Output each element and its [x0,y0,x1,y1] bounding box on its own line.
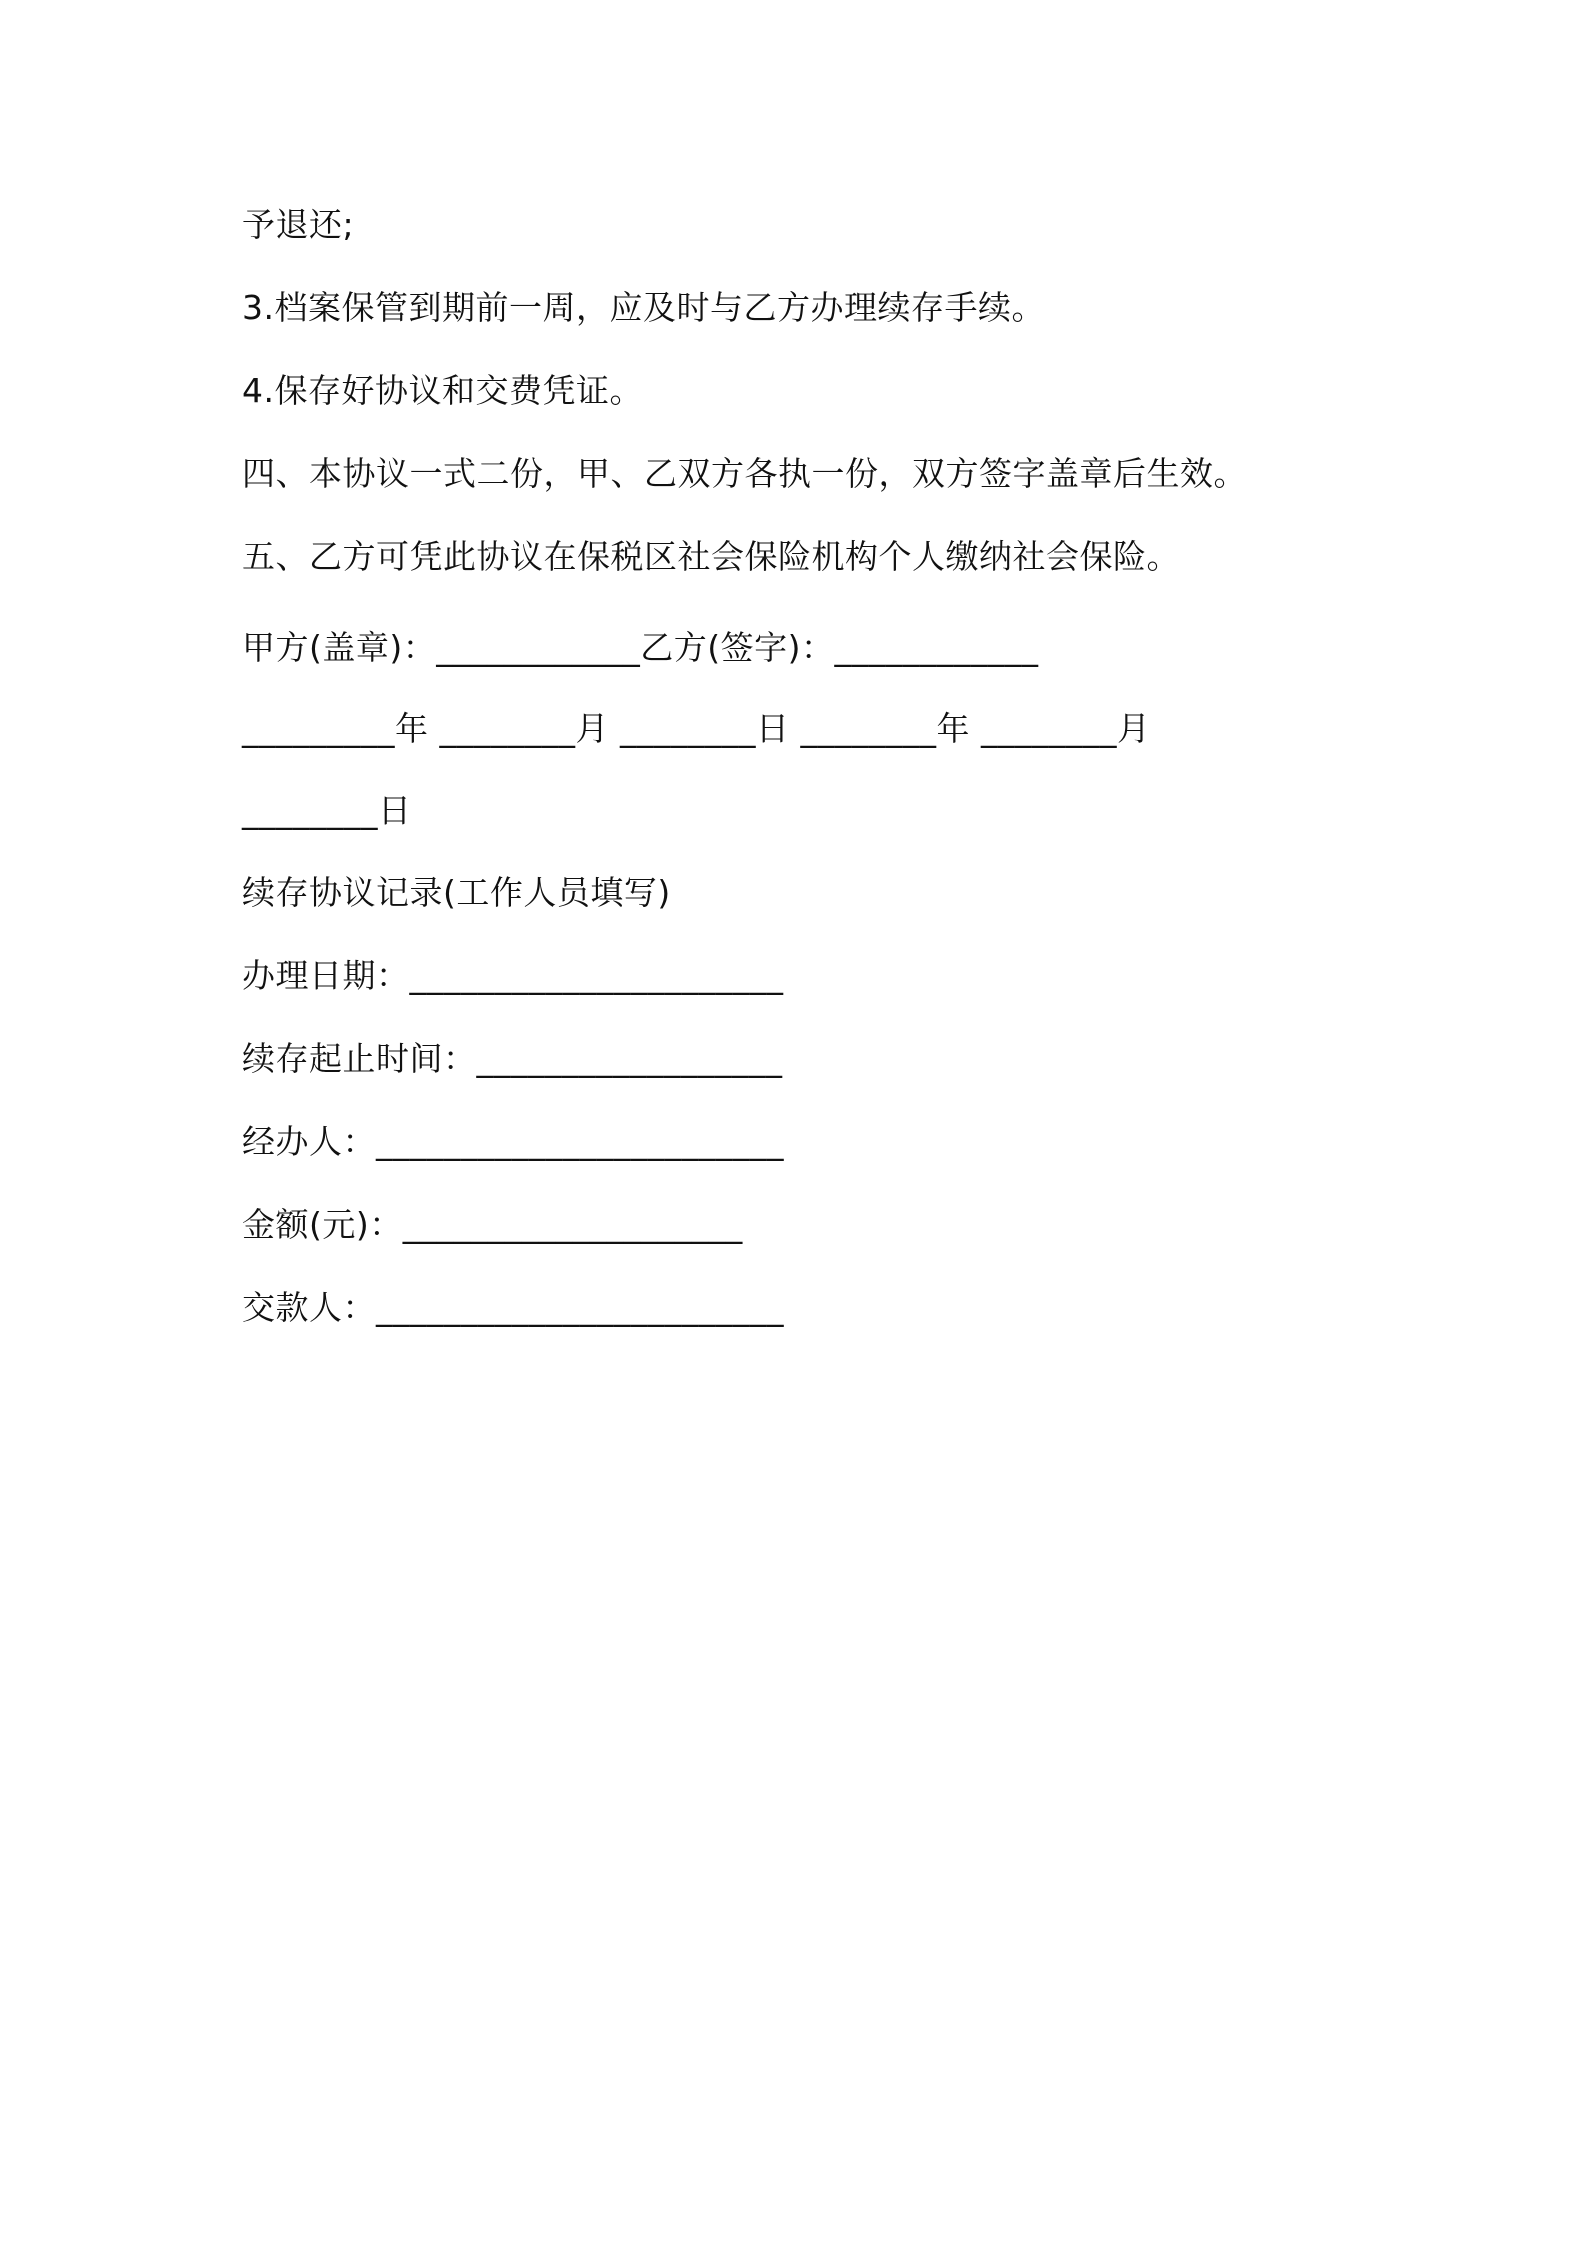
text-line-clause-4: 4.保存好协议和交费凭证。 [242,371,643,410]
text-line-section-four: 四、本协议一式二份，甲、乙双方各执一份，双方签字盖章后生效。 [242,454,1247,493]
field-amount: 金额(元)：____________________ [242,1205,743,1244]
signature-line: 甲方(盖章)：____________乙方(签字)：____________ [242,628,1039,667]
text-line-section-five: 五、乙方可凭此协议在保税区社会保险机构个人缴纳社会保险。 [242,537,1180,576]
text-line-refund: 予退还; [242,205,355,244]
field-payer: 交款人：________________________ [242,1288,784,1327]
field-handler: 经办人：________________________ [242,1122,784,1161]
text-line-clause-3: 3.档案保管到期前一周，应及时与乙方办理续存手续。 [242,288,1045,327]
field-processing-date: 办理日期：______________________ [242,956,784,995]
date-line: _________年 ________月 ________日 ________年 ________月 [242,709,1151,748]
renewal-record-heading: 续存协议记录(工作人员填写) [242,873,671,912]
field-renewal-period: 续存起止时间：__________________ [242,1039,783,1078]
date-line-day: ________日 [242,791,412,830]
